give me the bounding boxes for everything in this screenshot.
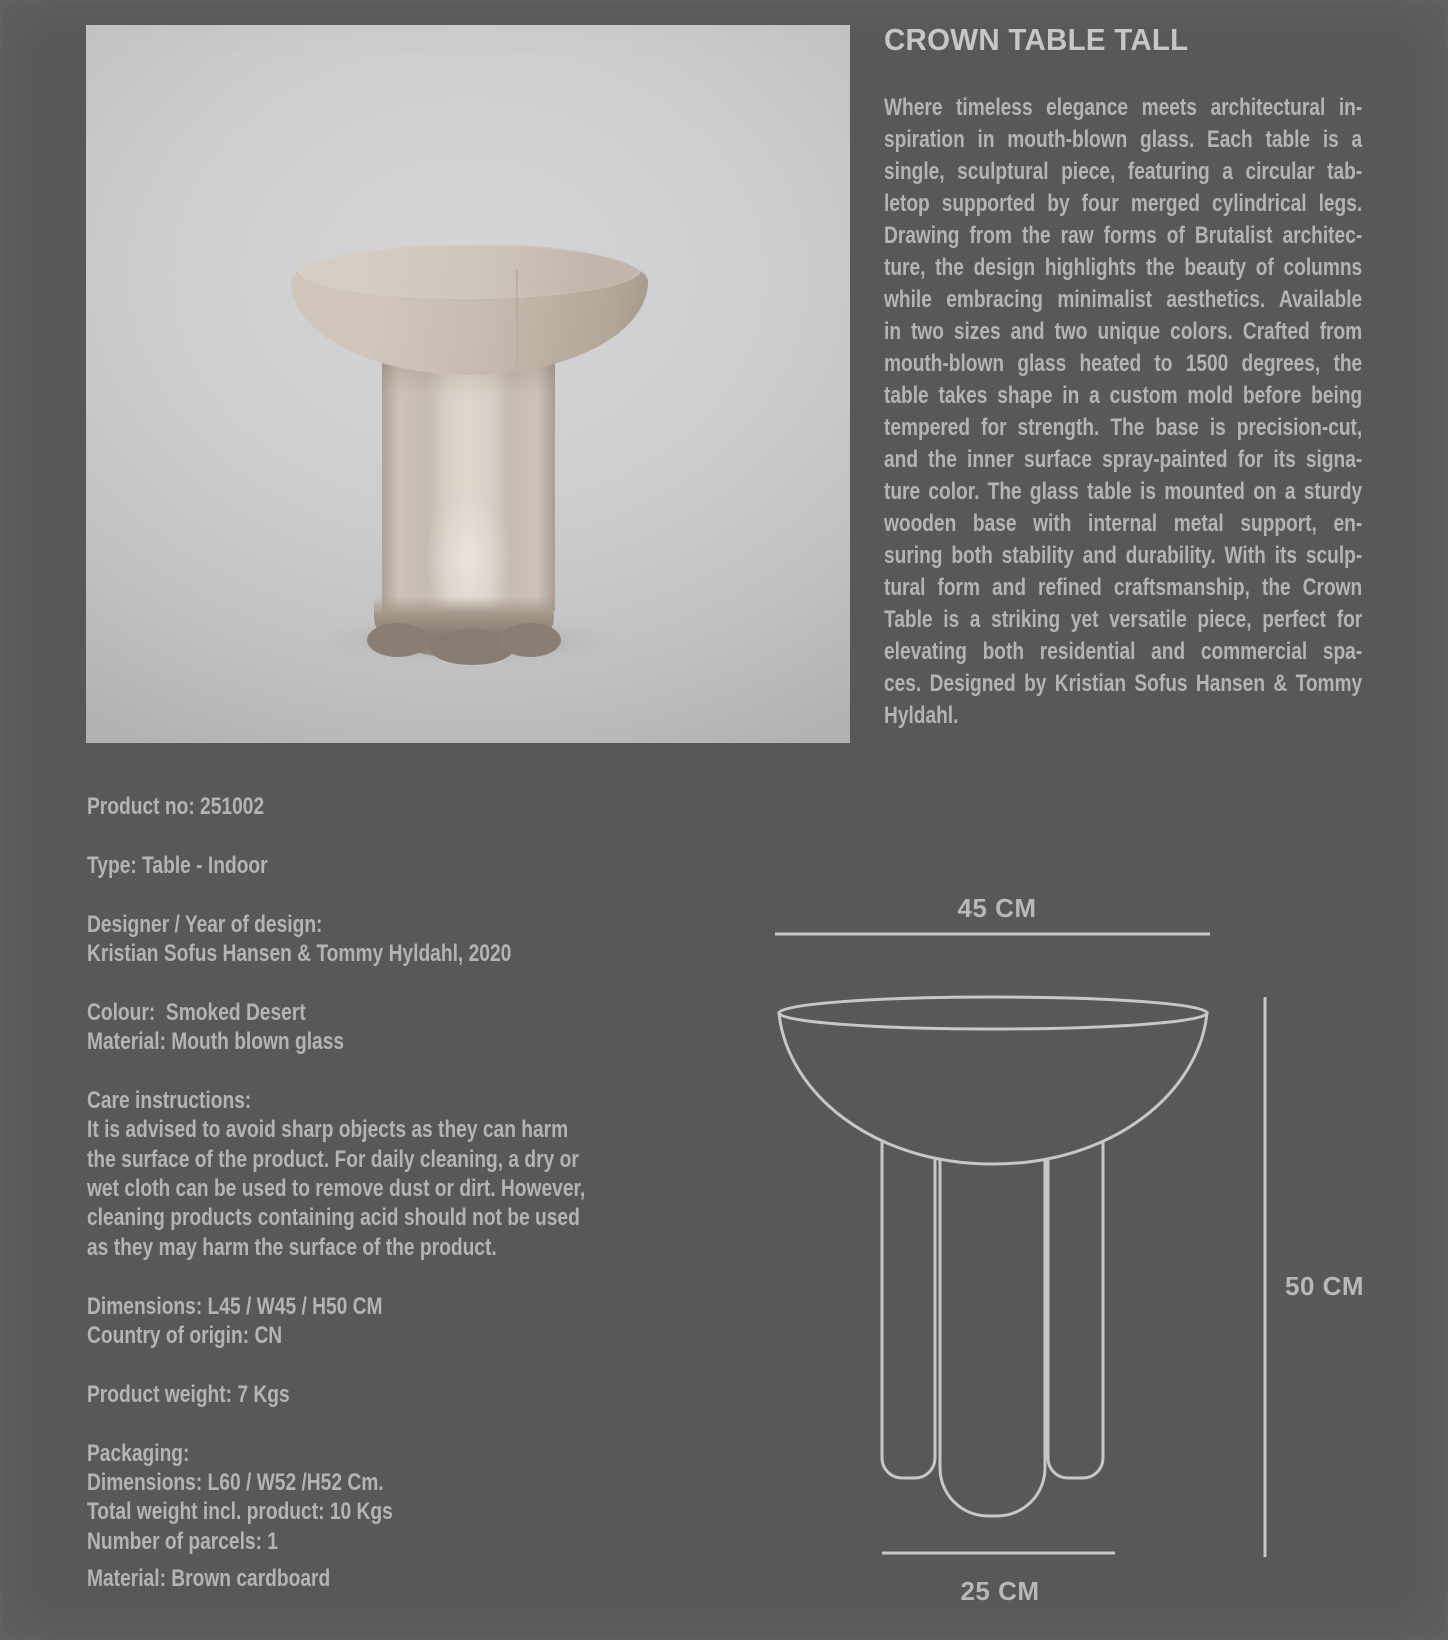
product-photo bbox=[86, 25, 850, 743]
spec-designer-label: Designer / Year of design: bbox=[87, 910, 323, 938]
description-line: spiration in mouth-blown glass. Each table is a bbox=[884, 126, 1363, 153]
description-line: ces. Designed by Kristian Sofus Hansen & Tommy bbox=[884, 670, 1363, 697]
technical-drawing bbox=[740, 880, 1400, 1620]
description-line: while embracing minimalist aesthetics. Available bbox=[884, 286, 1363, 313]
spec-list bbox=[87, 792, 695, 1594]
description-line: Table is a striking yet versatile piece, perfect for bbox=[884, 606, 1363, 633]
description-line: and the inner surface spray-painted for its signa- bbox=[884, 446, 1363, 473]
table-foot bbox=[374, 597, 554, 657]
description-line: Drawing from the raw forms of Brutalist architec- bbox=[884, 222, 1363, 249]
spec-care-label: Care instructions: bbox=[87, 1086, 252, 1114]
spec-type: Type: Table - Indoor bbox=[87, 851, 268, 879]
table-foot-lobe bbox=[429, 629, 515, 665]
spec-material: Material: Mouth blown glass bbox=[87, 1028, 345, 1056]
spec-packaging-weight: Total weight incl. product: 10 Kgs bbox=[87, 1498, 393, 1526]
dimension-height-label: 50 CM bbox=[1285, 1271, 1365, 1301]
spec-weight: Product weight: 7 Kgs bbox=[87, 1380, 290, 1408]
description-line: ture, the design highlights the beauty of columns bbox=[884, 254, 1363, 281]
spec-care-line: wet cloth can be used to remove dust or dirt. However, bbox=[87, 1175, 586, 1203]
spec-care-line: the surface of the product. For daily cleaning, a dry or bbox=[87, 1145, 579, 1173]
spec-packaging-dimensions: Dimensions: L60 / W52 /H52 Cm. bbox=[87, 1468, 384, 1496]
spec-origin: Country of origin: CN bbox=[87, 1322, 283, 1350]
spec-packaging-parcels: Number of parcels: 1 bbox=[87, 1527, 278, 1555]
description-line: single, sculptural piece, featuring a circular tab- bbox=[884, 158, 1363, 185]
spec-designer-value: Kristian Sofus Hansen & Tommy Hyldahl, 2020 bbox=[87, 939, 512, 967]
dimension-base-label: 25 CM bbox=[960, 1576, 1040, 1606]
table-glass-seam bbox=[516, 270, 518, 375]
spec-product-no: Product no: 251002 bbox=[87, 793, 265, 820]
description-line: suring both stability and durability. With its sculp- bbox=[884, 542, 1363, 569]
product-description bbox=[884, 92, 1362, 732]
description-line: wooden base with internal metal support, en- bbox=[884, 510, 1363, 537]
spec-packaging-label: Packaging: bbox=[87, 1439, 190, 1467]
description-line: ture color. The glass table is mounted on a sturdy bbox=[884, 478, 1363, 505]
spec-dimensions: Dimensions: L45 / W45 / H50 CM bbox=[87, 1292, 383, 1320]
description-line: in two sizes and two unique colors. Crafted from bbox=[884, 318, 1363, 345]
description-line: tural form and refined craftsmanship, the Crown bbox=[884, 574, 1363, 601]
spec-colour: Colour: Smoked Desert bbox=[87, 998, 306, 1026]
description-line: elevating both residential and commercial spa- bbox=[884, 638, 1363, 665]
description-line: Hyldahl. bbox=[884, 702, 959, 729]
page-title: CROWN TABLE TALL bbox=[884, 22, 1189, 57]
description-line: table takes shape in a custom mold before being bbox=[884, 382, 1363, 409]
spec-care-line: It is advised to avoid sharp objects as they can harm bbox=[87, 1116, 569, 1144]
description-line: tempered for strength. The base is precision-cut, bbox=[884, 414, 1363, 441]
dimension-width-label: 45 CM bbox=[957, 893, 1037, 923]
description-line: letop supported by four merged cylindrical legs. bbox=[884, 190, 1363, 217]
table-top-surface bbox=[298, 244, 641, 299]
description-line: mouth-blown glass heated to 1500 degrees, the bbox=[884, 350, 1363, 377]
table-top bbox=[291, 244, 648, 375]
spec-care-line: cleaning products containing acid should not be used bbox=[87, 1204, 580, 1232]
spec-packaging-material: Material: Brown cardboard bbox=[87, 1565, 331, 1593]
spec-care-line: as they may harm the surface of the product. bbox=[87, 1233, 497, 1261]
table-stem bbox=[382, 361, 555, 611]
table-stem-glow bbox=[410, 456, 528, 601]
description-line: Where timeless elegance meets architectural in- bbox=[884, 94, 1363, 121]
drawing-bowl bbox=[779, 1013, 1207, 1164]
drawing-rim bbox=[779, 997, 1207, 1029]
